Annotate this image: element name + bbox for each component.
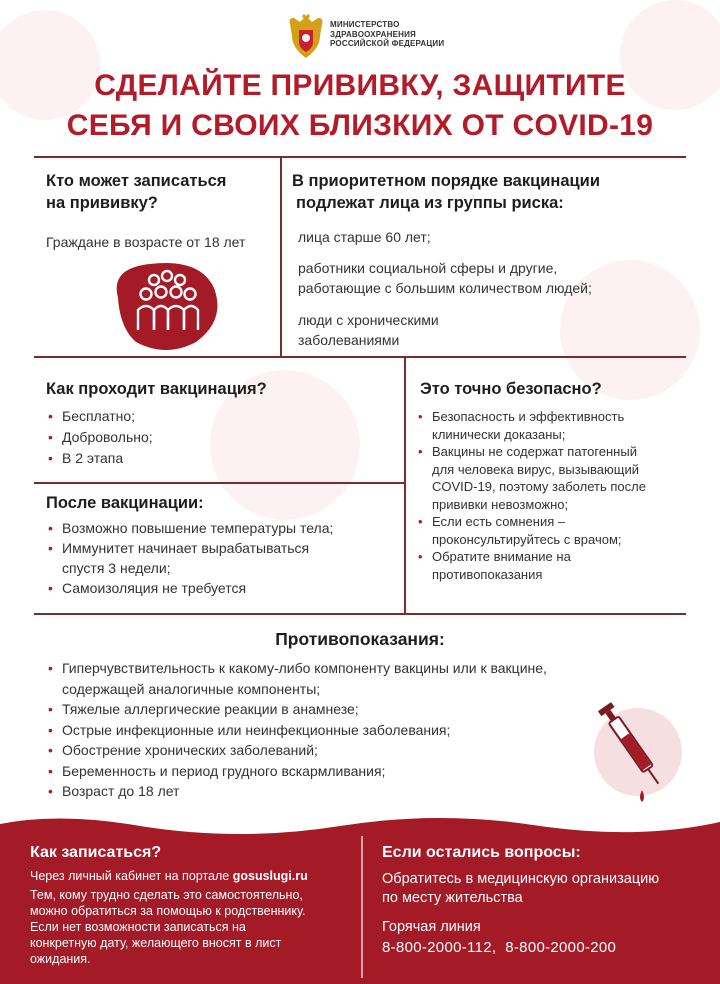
list-line: COVID-19, поэтому заболеть после	[432, 479, 646, 494]
list-line: • Иммунитет начинает вырабатываться	[62, 540, 310, 556]
list-item: • Самоизоляция не требуется	[46, 578, 402, 598]
heading-line: Кто может записаться	[46, 172, 227, 190]
questions-line: по месту жительства	[382, 890, 523, 906]
list-line: прививки невозможно;	[432, 496, 569, 512]
ministry-line: РОССИЙСКОЙ ФЕДЕРАЦИИ	[330, 39, 445, 48]
priority-line: заболеваниями	[298, 332, 400, 348]
list-item	[416, 513, 706, 548]
list-item	[416, 548, 706, 583]
divider	[404, 358, 406, 614]
after-list	[46, 518, 402, 598]
priority-heading	[292, 170, 692, 214]
list-line: содержащей аналогичные компоненты;	[62, 680, 321, 697]
safe-list	[416, 408, 706, 583]
syringe-icon	[580, 694, 684, 804]
who-heading	[46, 170, 276, 214]
portal-prefix: Через личный кабинет на портале	[30, 869, 233, 883]
ministry-name	[330, 20, 444, 49]
ministry-line: МИНИСТЕРСТВО	[330, 20, 400, 29]
list-item	[416, 443, 706, 513]
heading-line: В приоритетном порядке вакцинации	[292, 172, 600, 190]
title-line: СЕБЯ И СВОИХ БЛИЗКИХ ОТ COVID-19	[66, 109, 654, 142]
priority-item: лица старше 60 лет;	[298, 229, 431, 245]
list-item: • В 2 этапа	[46, 448, 396, 469]
divider	[34, 356, 686, 358]
who-text: Граждане в возрасте от 18 лет	[46, 234, 246, 250]
signup-line: Тем, кому трудно сделать это самостоятельно,	[30, 888, 303, 902]
list-line: • Вакцины не содержат патогенный	[432, 444, 637, 459]
list-item	[46, 658, 666, 699]
portal-link[interactable]: gosuslugi.ru	[232, 869, 308, 883]
contra-list	[46, 658, 666, 802]
questions-text	[382, 870, 712, 908]
heading-line: на прививку?	[46, 194, 158, 212]
signup-text	[30, 887, 360, 967]
list-line: • Гиперчувствительность к какому-либо компоненту вакцины или к вакцине,	[62, 660, 547, 676]
divider	[34, 482, 404, 484]
list-item: • Острые инфекционные или неинфекционные заболевания;	[46, 720, 666, 741]
coat-of-arms-icon	[286, 14, 326, 60]
after-heading: После вакцинации:	[46, 494, 204, 512]
how-list	[46, 406, 396, 469]
signup-heading: Как записаться?	[30, 844, 162, 861]
signup-line: конкретную дату, желающего вносят в лист	[30, 936, 282, 950]
list-line: • Если есть сомнения –	[432, 514, 566, 529]
how-heading: Как проходит вакцинация?	[46, 380, 267, 398]
questions-line: Обратитесь в медицинскую организацию	[382, 871, 660, 887]
page-title	[20, 66, 700, 146]
list-line: проконсультируйтесь с врачом;	[432, 531, 622, 547]
list-item: • Бесплатно;	[46, 406, 396, 427]
title-line: СДЕЛАЙТЕ ПРИВИВКУ, ЗАЩИТИТЕ	[94, 69, 626, 102]
priority-line: работающие с большим количеством людей;	[298, 280, 592, 296]
divider	[34, 613, 686, 615]
group-of-people-icon	[110, 258, 222, 352]
heading-line: подлежат лица из группы риска:	[296, 194, 564, 212]
signup-line: ожидания.	[30, 952, 91, 966]
ministry-line: ЗДРАВООХРАНЕНИЯ	[330, 29, 416, 39]
list-item: • Возможно повышение температуры тела;	[46, 518, 402, 538]
list-item: • Тяжелые аллергические реакции в анамнезе;	[46, 699, 666, 720]
priority-line: работники социальной сферы и другие,	[298, 260, 558, 276]
hotline-phones[interactable]: 8-800-2000-112, 8-800-2000-200	[382, 939, 617, 956]
list-item	[46, 538, 402, 578]
list-item	[416, 408, 706, 443]
list-line: • Обратите внимание на	[432, 549, 571, 564]
list-line: противопоказания	[432, 566, 543, 582]
hotline-label: Горячая линия	[382, 919, 481, 935]
list-item: • Обострение хронических заболеваний;	[46, 740, 666, 761]
list-line: клинически доказаны;	[432, 426, 566, 442]
list-item: • Возраст до 18 лет	[46, 781, 666, 802]
list-item: • Беременность и период грудного вскармливания;	[46, 761, 666, 782]
divider	[280, 158, 282, 356]
list-line: для человека вирус, вызывающий	[432, 461, 640, 477]
divider	[34, 156, 686, 158]
signup-line: можно обратиться за помощью к родственнику.	[30, 904, 306, 918]
list-line: спустя 3 недели;	[62, 560, 171, 576]
list-line: • Безопасность и эффективность	[432, 409, 625, 424]
questions-heading: Если остались вопросы:	[382, 844, 581, 861]
safe-heading: Это точно безопасно?	[420, 380, 602, 398]
priority-item	[298, 258, 688, 298]
priority-item	[298, 310, 688, 350]
priority-line: люди с хроническими	[298, 312, 439, 328]
contra-heading: Противопоказания:	[275, 629, 445, 649]
signup-portal	[30, 868, 360, 884]
list-item: • Добровольно;	[46, 427, 396, 448]
signup-line: Если нет возможности записаться на	[30, 920, 246, 934]
